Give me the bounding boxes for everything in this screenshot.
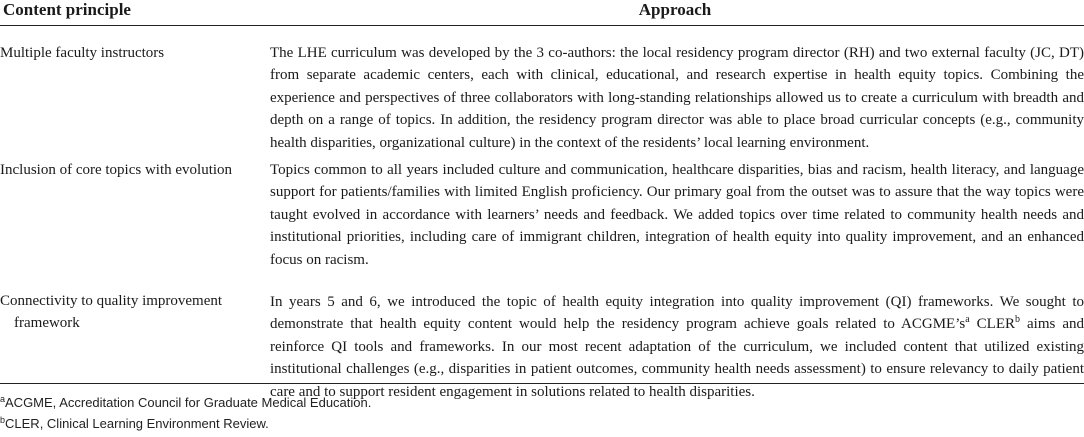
footnote-mark: b (0, 415, 6, 425)
footnote (0, 395, 371, 416)
approach-text-3: aims and reinforce QI tools and frameworks. In our most recent adaptation of the curriculum, we included content that utilized existing institutional challenges (e.g., disparities in patient outcomes, community health needs assessment) to ensure relevancy to daily patient care and to support resident engagement in solutions related to health disparities. (270, 316, 1084, 400)
approach-text-1: In years 5 and 6, we introduced the topic of health equity integration into quality improvement (QI) frameworks. We sought to demonstrate that health equity content would help the residency program achieve goals related to ACGME’s (270, 294, 1084, 333)
table-row (0, 26, 1084, 151)
principle-line-1: Connectivity to quality improvement (0, 293, 223, 309)
principle-line-2: framework (14, 315, 80, 331)
approach-cell (270, 291, 1084, 403)
footnote-text: CLER, Clinical Learning Environment Review. (5, 416, 269, 431)
table-row (0, 143, 1084, 274)
principle-cell: Multiple faculty instructors (0, 45, 165, 61)
footnote-text: ACGME, Accreditation Council for Graduate Medical Education. (5, 395, 372, 410)
footnote (0, 416, 371, 437)
header-content-principle: Content principle (3, 0, 131, 19)
approach-cell: The LHE curriculum was developed by the 3 co-authors: the local residency program director (RH) and two external faculty (JC, DT) from separate academic centers, each with clinical, educational, and research expertise in health equity topics. Combining the experience and perspectives of three collaborators with long-standing relationships allowed us to create a curriculum with breadth and depth on a range of topics. In addition, the residency program director was able to place broad curricular concepts (e.g., community health disparities, organizational culture) in the context of the residents’ local learning environment. (270, 45, 1084, 151)
footnote-ref-a: a (965, 314, 970, 326)
table-footnotes (0, 395, 371, 437)
footnote-ref-b: b (1015, 314, 1021, 326)
approach-text-2: CLER (969, 316, 1016, 333)
table-row (0, 274, 1084, 400)
table-header-row (0, 0, 1084, 26)
principle-cell (0, 290, 262, 334)
footnote-mark: a (0, 394, 6, 404)
header-approach: Approach (638, 0, 712, 19)
approach-cell: Topics common to all years included culture and communication, healthcare disparities, bias and racism, health literacy, and language support for patients/families with limited English proficiency. Our primary goal from the outset was to assure that the way topics were taught evolved in accordance with learners’ needs and feedback. We added topics over time related to community health needs and institutional priorities, including care of immigrant children, integration of health equity into quality improvement, and an enhanced focus on racism. (270, 162, 1084, 268)
principle-cell: Inclusion of core topics with evolution (0, 162, 233, 178)
